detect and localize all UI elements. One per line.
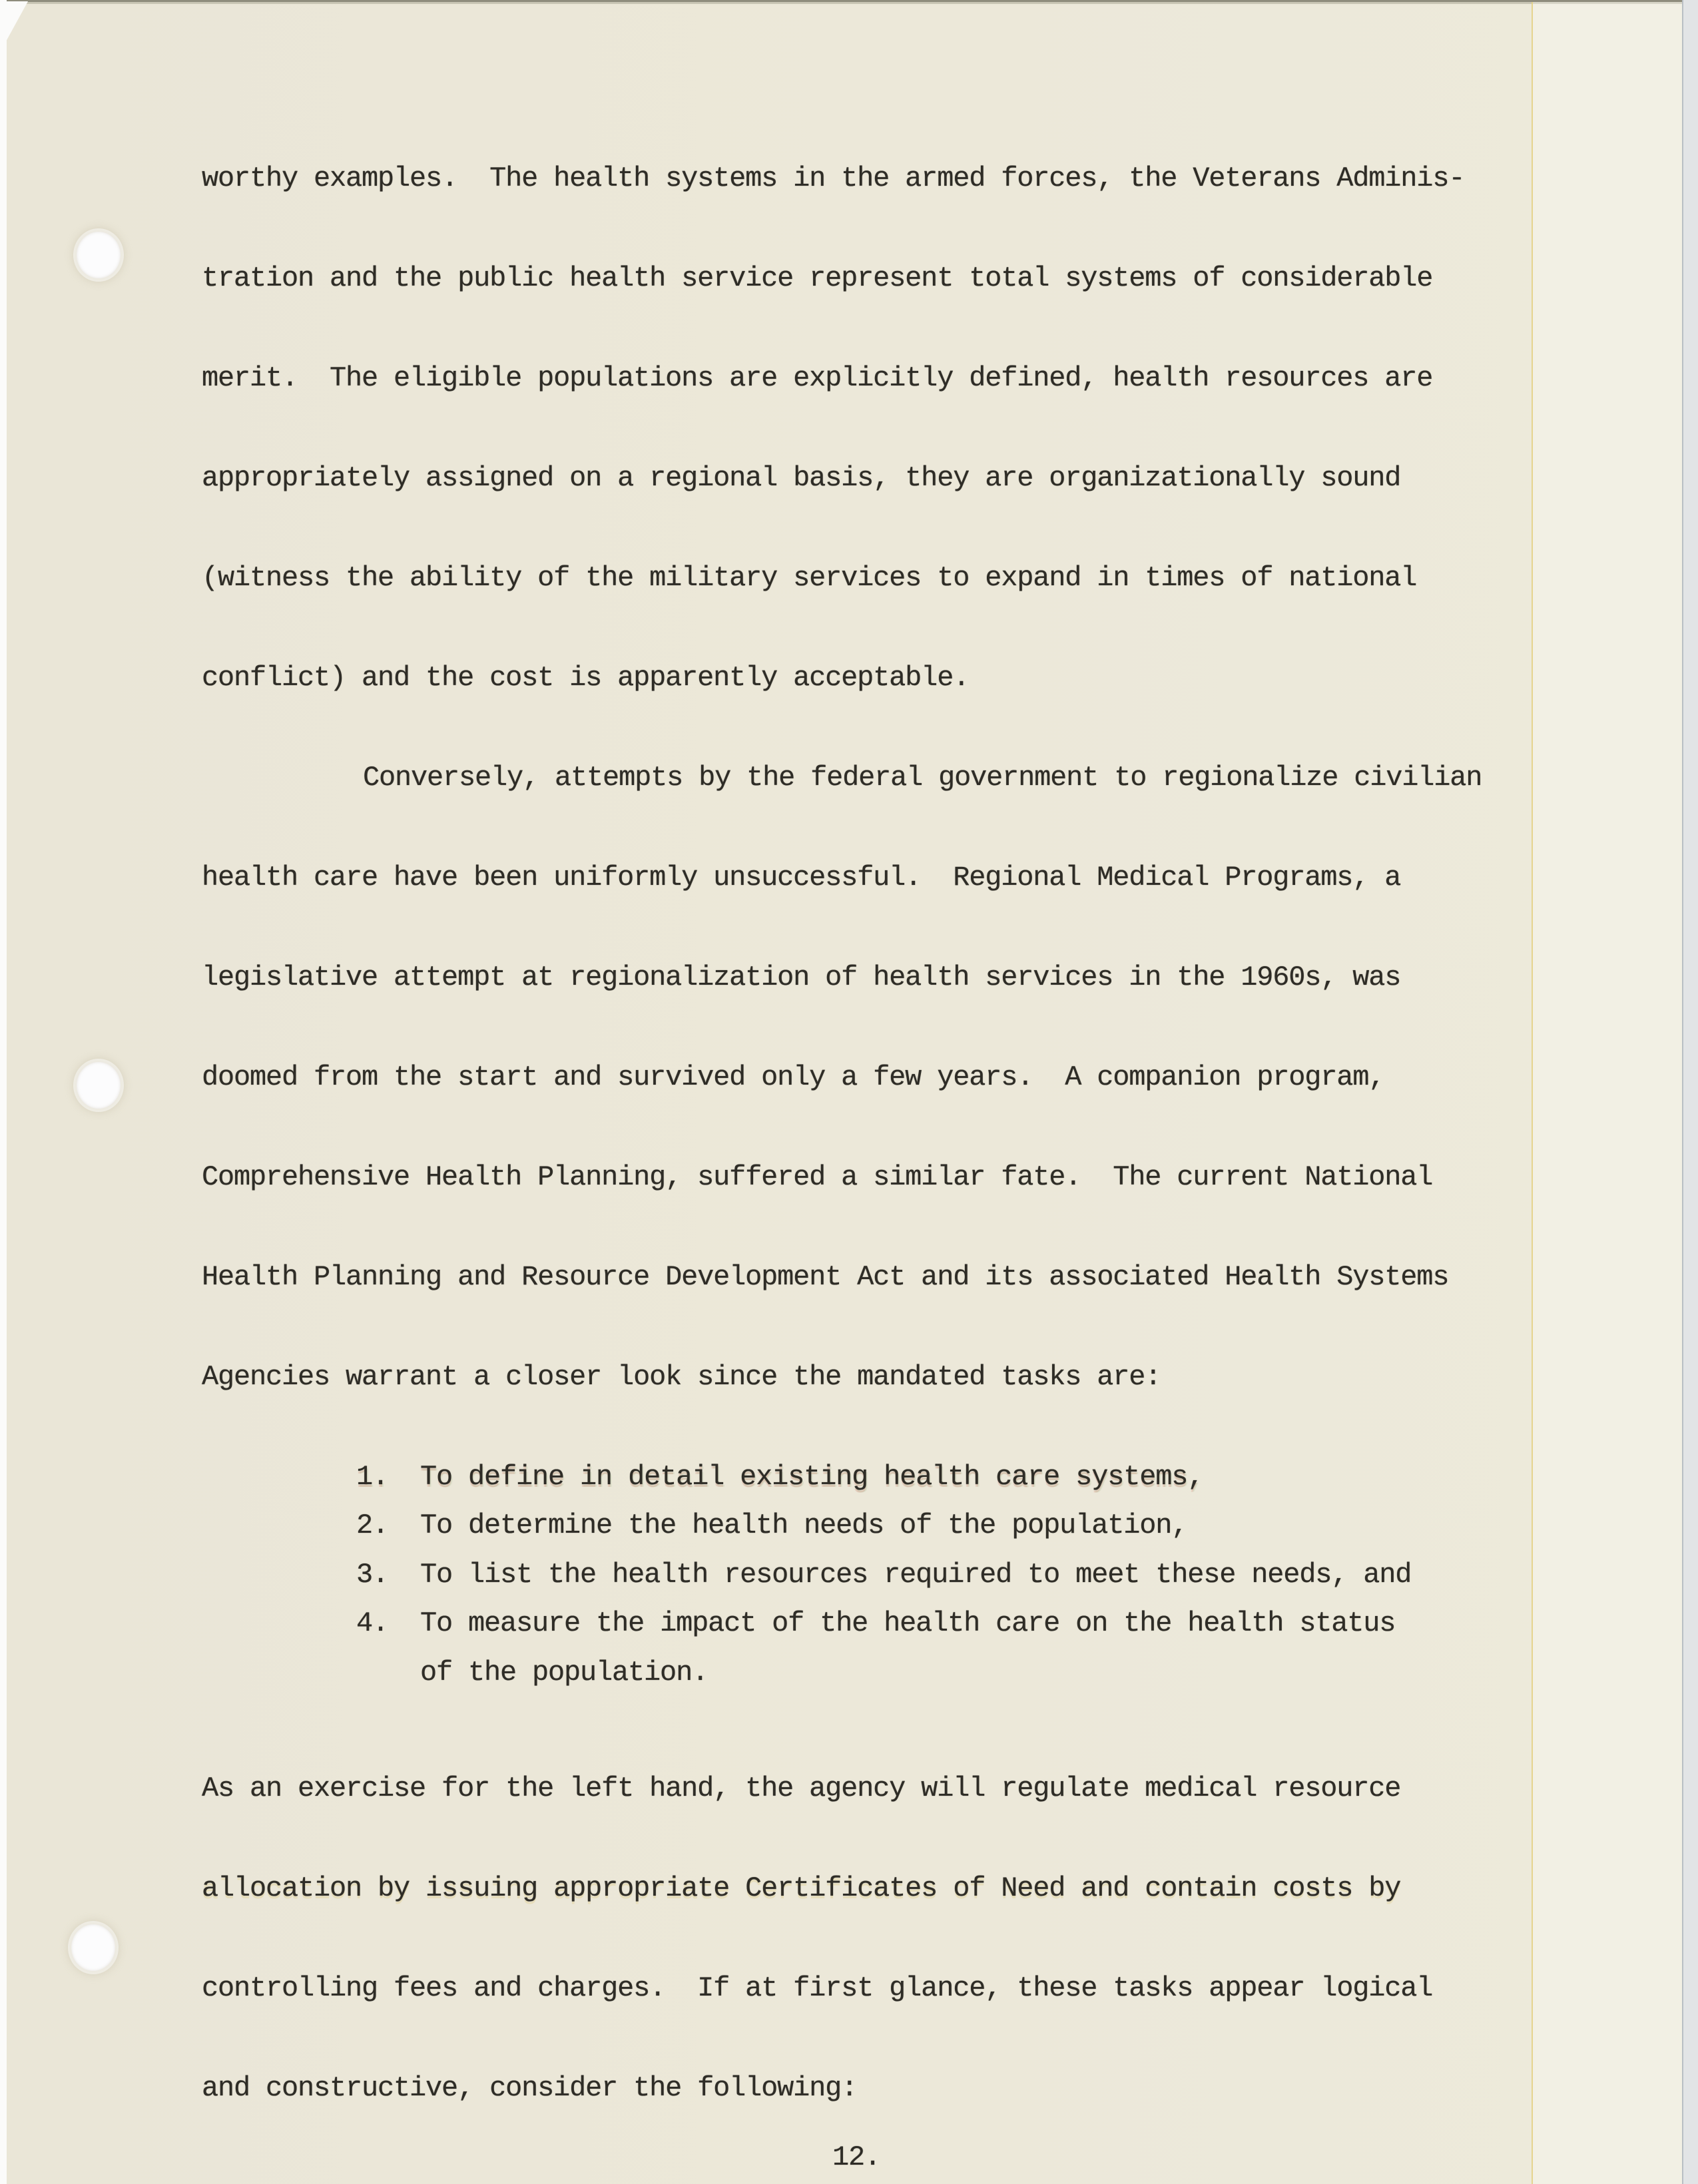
list-item-4: 4. To measure the impact of the health care on the health status	[356, 1607, 1396, 1639]
typewritten-line: merit. The eligible populations are explicitly defined, health resources are	[202, 362, 1433, 394]
scan-edge-top-shadow	[0, 2, 1698, 4]
list-item-3: 3. To list the health resources required to meet these needs, and	[356, 1559, 1412, 1591]
list-item-2: 2. To determine the health needs of the population,	[356, 1509, 1188, 1541]
typewritten-line: health care have been uniformly unsuccessful. Regional Medical Programs, a	[202, 862, 1401, 894]
scan-edge-right	[1682, 0, 1698, 2184]
typewritten-line: (witness the ability of the military services to expand in times of national	[202, 562, 1417, 594]
typewritten-line: and constructive, consider the following:	[202, 2072, 858, 2104]
typewritten-line: As an exercise for the left hand, the agency will regulate medical resource	[202, 1773, 1401, 1804]
typewritten-line: doomed from the start and survived only a few years. A companion program,	[202, 1061, 1385, 1093]
typewritten-line: controlling fees and charges. If at first glance, these tasks appear logical	[202, 1972, 1433, 2004]
typewritten-line: tration and the public health service represent total systems of considerable	[202, 262, 1433, 294]
typewritten-line: appropriately assigned on a regional basis, they are organizationally sound	[202, 462, 1401, 494]
list-item-1: 1. To define in detail existing health care systems,	[356, 1461, 1204, 1493]
typewritten-line: allocation by issuing appropriate Certificates of Need and contain costs by	[202, 1872, 1401, 1904]
punch-hole-bottom	[71, 1924, 115, 1971]
typewritten-line-indented: Conversely, attempts by the federal government to regionalize civilian	[363, 762, 1482, 794]
typewritten-line: legislative attempt at regionalization of health services in the 1960s, was	[202, 961, 1401, 993]
typewritten-line: conflict) and the cost is apparently acceptable.	[202, 662, 970, 694]
typewritten-line: Comprehensive Health Planning, suffered a similar fate. The current National	[202, 1161, 1433, 1193]
list-item-4-continuation: of the population.	[420, 1657, 708, 1689]
typewritten-line: worthy examples. The health systems in the armed forces, the Veterans Adminis-	[202, 162, 1465, 194]
typewritten-line: Agencies warrant a closer look since the mandated tasks are:	[202, 1361, 1161, 1393]
punch-hole-middle	[77, 1062, 121, 1109]
punch-hole-top	[77, 232, 121, 278]
scan-edge-left	[0, 0, 7, 2184]
paper-right-panel	[1533, 2, 1683, 2184]
typewritten-line: Health Planning and Resource Development Act and its associated Health Systems	[202, 1261, 1449, 1293]
paper-corner-notch	[5, 1, 28, 43]
page-number: 12.	[832, 2141, 881, 2173]
fold-line	[1532, 2, 1533, 2184]
